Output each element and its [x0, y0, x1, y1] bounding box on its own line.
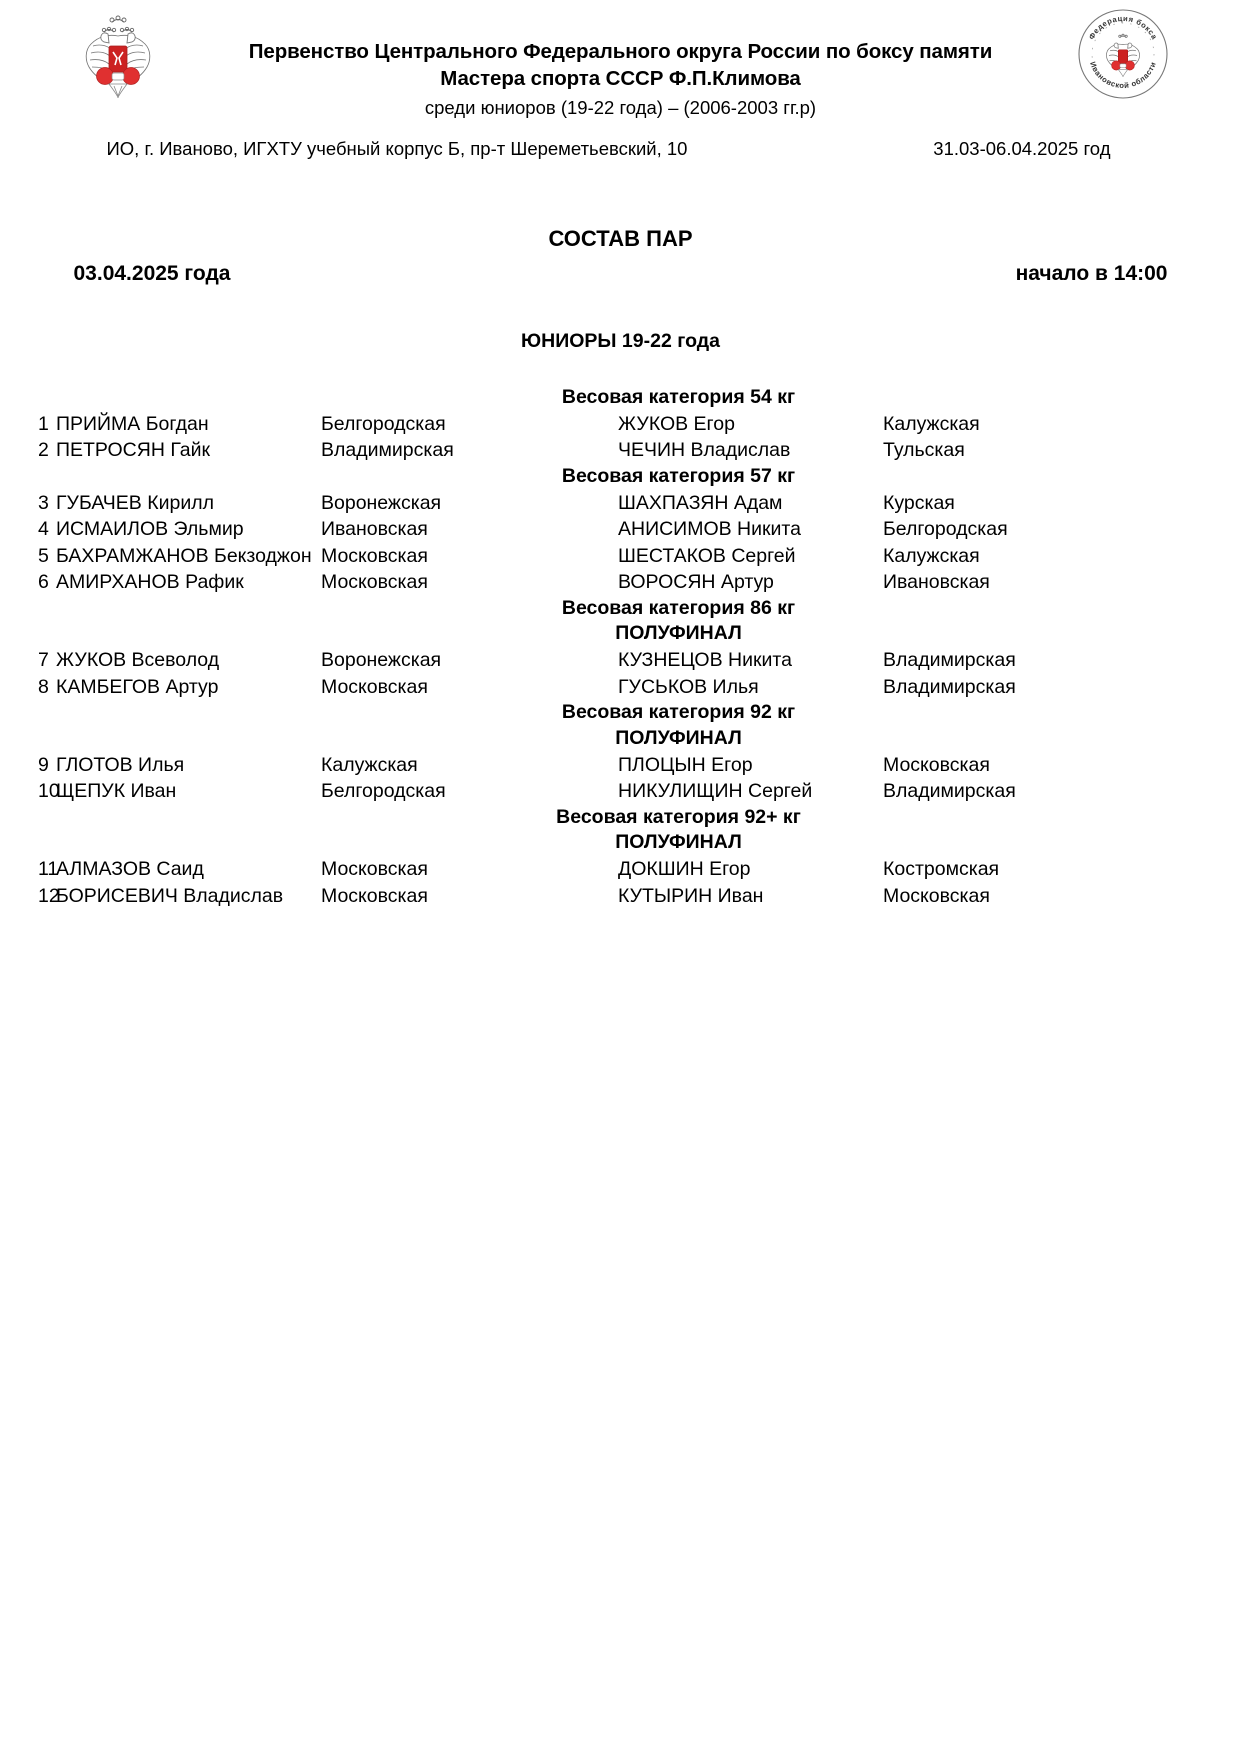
blue-corner-name: АНИСИМОВ Никита	[618, 518, 801, 541]
red-corner-name: ИСМАИЛОВ Эльмир	[56, 518, 244, 541]
event-title-line-2: Мастера спорта СССР Ф.П.Климова	[440, 67, 801, 91]
table-row	[0, 543, 1241, 570]
blue-corner-region: Калужская	[883, 544, 980, 567]
stage-heading: ПОЛУФИНАЛ	[615, 831, 742, 854]
red-corner-region: Воронежская	[321, 491, 442, 514]
blue-corner-region: Владимирская	[883, 780, 1016, 803]
table-row	[0, 490, 1241, 517]
session-date: 03.04.2025 года	[73, 262, 231, 285]
red-corner-region: Воронежская	[321, 649, 442, 672]
blue-corner-name: ШАХПАЗЯН Адам	[618, 491, 783, 514]
blue-corner-region: Владимирская	[883, 649, 1016, 672]
weight-category-heading: Весовая категория 92+ кг	[556, 805, 801, 828]
russia-sport-ministry-emblem-icon	[79, 12, 157, 100]
table-row	[0, 752, 1241, 779]
red-corner-region: Московская	[321, 571, 428, 594]
blue-corner-region: Белгородская	[883, 518, 1008, 541]
venue-address: ИО, г. Иваново, ИГХТУ учебный корпус Б, пр-т Шереметьевский, 10	[106, 138, 688, 159]
red-corner-region: Ивановская	[321, 518, 428, 541]
weight-category-heading: Весовая категория 57 кг	[561, 464, 796, 487]
table-row	[0, 856, 1241, 883]
red-corner-region: Белгородская	[321, 780, 446, 803]
red-corner-name: КАМБЕГОВ Артур	[56, 675, 219, 698]
red-corner-name: БАХРАМЖАНОВ Бекзоджон	[56, 544, 312, 567]
table-row	[0, 883, 1241, 910]
header-text-block	[71, 38, 1171, 122]
red-corner-name: ГУБАЧЕВ Кирилл	[56, 491, 214, 514]
blue-corner-region: Калужская	[883, 412, 980, 435]
document-header	[71, 0, 1171, 135]
blue-corner-region: Курская	[883, 491, 955, 514]
blue-corner-name: ЧЕЧИН Владислав	[618, 439, 791, 462]
red-corner-name: БОРИСЕВИЧ Владислав	[56, 884, 284, 907]
bout-number: 3	[38, 491, 49, 514]
table-row	[0, 411, 1241, 438]
table-row	[0, 516, 1241, 543]
bout-number: 5	[38, 544, 49, 567]
bout-number: 8	[38, 675, 49, 698]
red-corner-name: ЩЕПУК Иван	[56, 780, 177, 803]
blue-corner-region: Костромская	[883, 858, 1000, 881]
blue-corner-name: НИКУЛИЩИН Сергей	[618, 780, 813, 803]
age-group-heading: ЮНИОРЫ 19-22 года	[521, 330, 720, 352]
event-subtitle: среди юниоров (19-22 года) – (2006-2003 гг.р)	[424, 97, 817, 119]
page-title: СОСТАВ ПАР	[548, 226, 693, 251]
blue-corner-name: ГУСЬКОВ Илья	[618, 675, 759, 698]
blue-corner-name: КУЗНЕЦОВ Никита	[618, 649, 792, 672]
bout-number: 12	[38, 884, 60, 907]
red-corner-name: ГЛОТОВ Илья	[56, 753, 185, 776]
table-row	[0, 647, 1241, 674]
table-row	[0, 437, 1241, 464]
blue-corner-name: ПЛОЦЫН Егор	[618, 753, 753, 776]
stage-heading: ПОЛУФИНАЛ	[615, 622, 742, 645]
blue-corner-name: ДОКШИН Егор	[618, 858, 751, 881]
event-title-line-1: Первенство Центрального Федерального округа России по боксу памяти	[248, 40, 993, 63]
table-row	[0, 569, 1241, 596]
blue-corner-region: Тульская	[883, 439, 965, 462]
red-corner-region: Московская	[321, 675, 428, 698]
blue-corner-name: ШЕСТАКОВ Сергей	[618, 544, 796, 567]
red-corner-region: Московская	[321, 858, 428, 881]
svg-text:Федерация бокса: Федерация бокса	[1086, 13, 1159, 42]
red-corner-name: ЖУКОВ Всеволод	[56, 649, 220, 672]
venue-and-dates-row	[71, 138, 1171, 160]
red-corner-region: Белгородская	[321, 412, 446, 435]
weight-category-heading: Весовая категория 86 кг	[561, 596, 796, 619]
bout-number: 1	[38, 412, 49, 435]
red-corner-name: ПРИЙМА Богдан	[56, 412, 209, 435]
bout-number: 9	[38, 753, 49, 776]
bout-number: 6	[38, 571, 49, 594]
red-corner-name: АЛМАЗОВ Саид	[56, 858, 204, 881]
bout-pairs-list	[0, 385, 1241, 909]
red-corner-region: Московская	[321, 884, 428, 907]
ivanovo-boxing-federation-emblem-icon	[1077, 8, 1169, 100]
bout-number: 2	[38, 439, 49, 462]
red-corner-region: Калужская	[321, 753, 418, 776]
bout-number: 7	[38, 649, 49, 672]
red-corner-region: Владимирская	[321, 439, 454, 462]
event-dates: 31.03-06.04.2025 год	[933, 138, 1111, 159]
blue-corner-region: Ивановская	[883, 571, 990, 594]
blue-corner-name: КУТЫРИН Иван	[618, 884, 764, 907]
table-row	[0, 778, 1241, 805]
table-row	[0, 674, 1241, 701]
blue-corner-region: Московская	[883, 884, 990, 907]
stage-heading: ПОЛУФИНАЛ	[615, 726, 742, 749]
session-start-time: начало в 14:00	[1015, 262, 1168, 285]
svg-text:Ивановской области: Ивановской области	[1087, 60, 1158, 91]
red-corner-region: Московская	[321, 544, 428, 567]
bout-number: 4	[38, 518, 49, 541]
weight-category-heading: Весовая категория 54 кг	[561, 386, 796, 408]
bout-number: 11	[38, 858, 59, 881]
red-corner-name: АМИРХАНОВ Рафик	[56, 571, 244, 594]
blue-corner-name: ЖУКОВ Егор	[618, 412, 735, 435]
blue-corner-name: ВОРОСЯН Артур	[618, 571, 774, 594]
red-corner-name: ПЕТРОСЯН Гайк	[56, 439, 211, 462]
bout-number: 10	[38, 780, 60, 803]
blue-corner-region: Владимирская	[883, 675, 1016, 698]
date-and-time-row	[56, 262, 1186, 286]
weight-category-heading: Весовая категория 92 кг	[561, 701, 796, 724]
blue-corner-region: Московская	[883, 753, 990, 776]
